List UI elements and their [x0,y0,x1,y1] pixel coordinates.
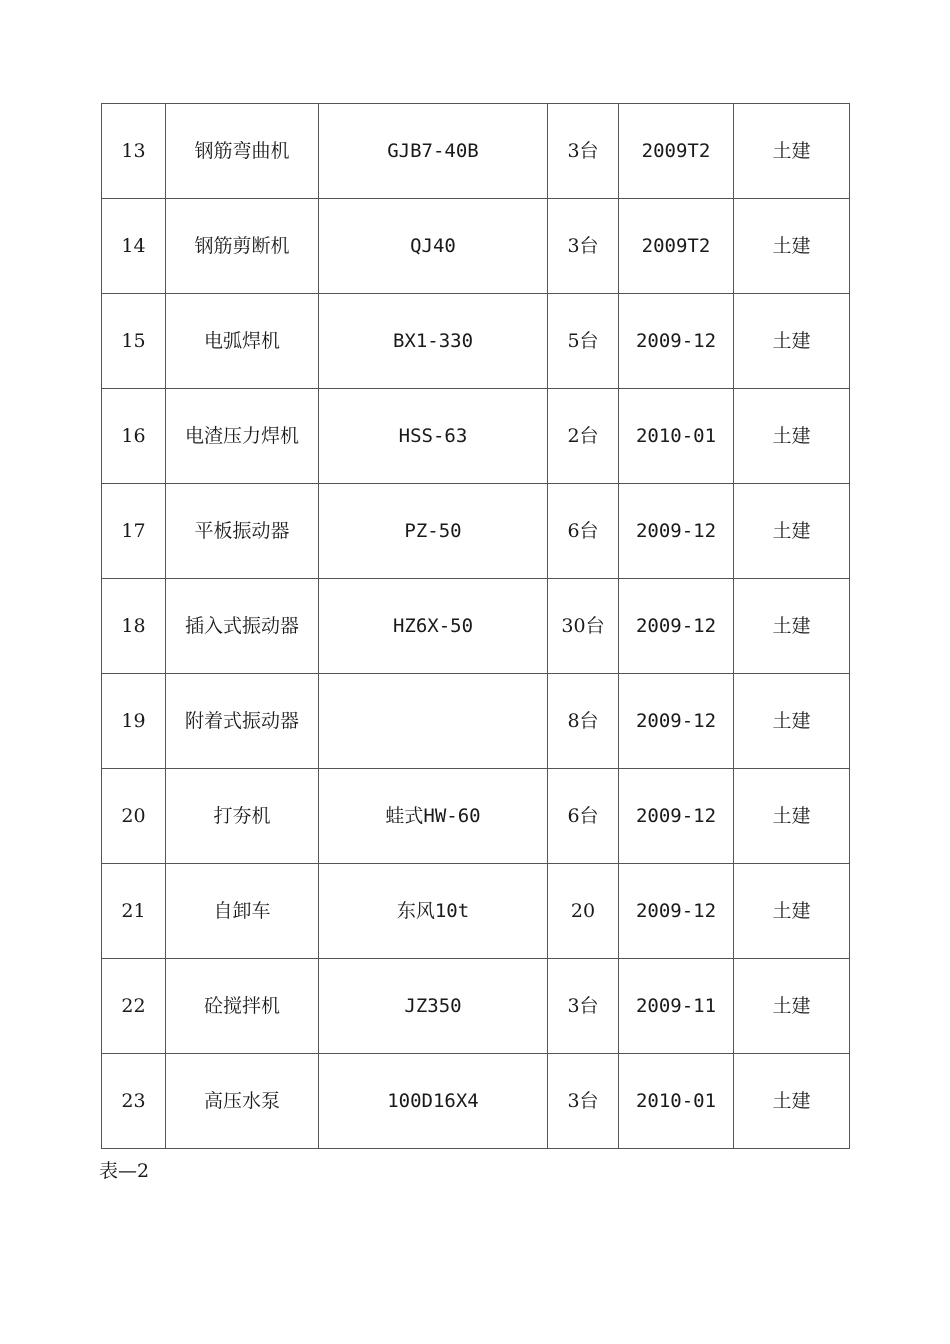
row-number: 14 [102,199,166,294]
equipment-usage: 土建 [734,294,850,389]
equipment-quantity: 30台 [548,579,619,674]
equipment-table [101,103,850,1149]
equipment-name: 砼搅拌机 [166,959,319,1054]
table-row [102,199,850,294]
table-caption: 表—2 [99,1160,150,1182]
table-row [102,484,850,579]
equipment-name: 高压水泵 [166,1054,319,1149]
row-number: 20 [102,769,166,864]
equipment-model: PZ-50 [319,484,548,579]
equipment-name: 电渣压力焊机 [166,389,319,484]
equipment-quantity: 3台 [548,1054,619,1149]
equipment-quantity: 3台 [548,104,619,199]
row-number: 23 [102,1054,166,1149]
table-row [102,579,850,674]
arrival-date: 2009-12 [619,579,734,674]
equipment-quantity: 5台 [548,294,619,389]
equipment-quantity: 6台 [548,484,619,579]
equipment-usage: 土建 [734,1054,850,1149]
equipment-name: 电弧焊机 [166,294,319,389]
equipment-quantity: 6台 [548,769,619,864]
equipment-name: 钢筋弯曲机 [166,104,319,199]
arrival-date: 2009T2 [619,104,734,199]
equipment-usage: 土建 [734,389,850,484]
equipment-name: 打夯机 [166,769,319,864]
arrival-date: 2009T2 [619,199,734,294]
equipment-model: HSS-63 [319,389,548,484]
table-row [102,864,850,959]
equipment-usage: 土建 [734,959,850,1054]
row-number: 17 [102,484,166,579]
equipment-usage: 土建 [734,674,850,769]
table-row [102,1054,850,1149]
equipment-model: 蛙式HW-60 [319,769,548,864]
arrival-date: 2009-12 [619,674,734,769]
table-row [102,674,850,769]
equipment-model: 100D16X4 [319,1054,548,1149]
arrival-date: 2009-11 [619,959,734,1054]
row-number: 13 [102,104,166,199]
equipment-model [319,674,548,769]
equipment-name: 钢筋剪断机 [166,199,319,294]
equipment-quantity: 3台 [548,959,619,1054]
equipment-quantity: 8台 [548,674,619,769]
equipment-model: GJB7-40B [319,104,548,199]
equipment-name: 平板振动器 [166,484,319,579]
equipment-usage: 土建 [734,579,850,674]
equipment-usage: 土建 [734,104,850,199]
table-row [102,769,850,864]
arrival-date: 2009-12 [619,769,734,864]
equipment-usage: 土建 [734,769,850,864]
equipment-name: 附着式振动器 [166,674,319,769]
equipment-model: JZ350 [319,959,548,1054]
table-row [102,959,850,1054]
equipment-model: BX1-330 [319,294,548,389]
row-number: 16 [102,389,166,484]
table-row [102,104,850,199]
equipment-quantity: 2台 [548,389,619,484]
equipment-model: HZ6X-50 [319,579,548,674]
arrival-date: 2009-12 [619,864,734,959]
equipment-name: 插入式振动器 [166,579,319,674]
equipment-model: 东风10t [319,864,548,959]
row-number: 21 [102,864,166,959]
equipment-usage: 土建 [734,199,850,294]
row-number: 15 [102,294,166,389]
equipment-model: QJ40 [319,199,548,294]
row-number: 19 [102,674,166,769]
equipment-usage: 土建 [734,864,850,959]
equipment-table-body [102,104,850,1149]
equipment-quantity: 3台 [548,199,619,294]
equipment-usage: 土建 [734,484,850,579]
arrival-date: 2009-12 [619,484,734,579]
arrival-date: 2010-01 [619,389,734,484]
equipment-name: 自卸车 [166,864,319,959]
arrival-date: 2009-12 [619,294,734,389]
row-number: 22 [102,959,166,1054]
table-row [102,294,850,389]
arrival-date: 2010-01 [619,1054,734,1149]
row-number: 18 [102,579,166,674]
table-row [102,389,850,484]
equipment-quantity: 20 [548,864,619,959]
